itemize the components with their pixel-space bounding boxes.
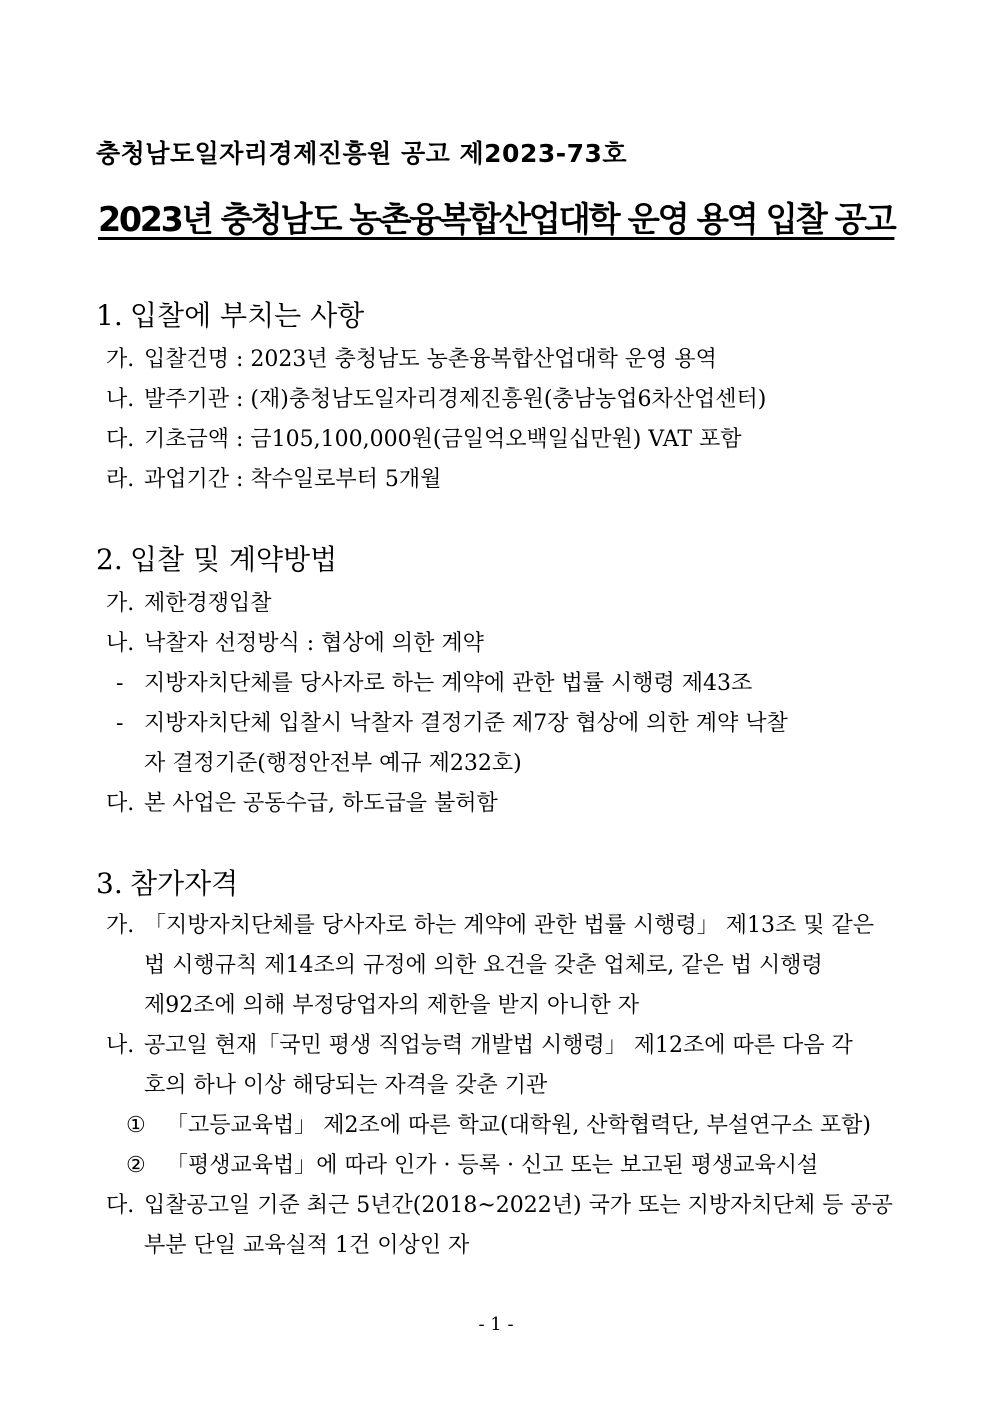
list-item-continuation: 자 결정기준(행정안전부 예규 제232호) xyxy=(144,751,522,776)
list-item-line: 법 시행규칙 제14조의 규정에 의한 요건을 갖춘 업체로, 같은 법 시행령 xyxy=(144,953,823,978)
page-number: - 1 - xyxy=(478,1314,514,1335)
list-item-line: 제92조에 의해 부정당업자의 제한을 받지 아니한 자 xyxy=(144,993,639,1018)
section-title: 참가자격 xyxy=(130,867,239,900)
section-3-heading xyxy=(96,862,238,902)
section-1-heading xyxy=(96,294,364,334)
list-item: 나. 낙찰자 선정방식 : 협상에 의한 계약 xyxy=(106,631,484,656)
list-item: 가. 입찰건명 : 2023년 충청남도 농촌융복합산업대학 운영 용역 xyxy=(106,347,717,372)
list-item-line: 입찰공고일 기준 최근 5년간(2018~2022년) 국가 또는 지방자치단체 등 공공 xyxy=(144,1193,893,1218)
list-item: 가. 제한경쟁입찰 xyxy=(106,591,272,616)
list-item: 라. 과업기간 : 착수일로부터 5개월 xyxy=(106,467,442,492)
list-item: ① 「고등교육법」 제2조에 따른 학교(대학원, 산학협력단, 부설연구소 포함) xyxy=(126,1113,871,1138)
list-item-marker: 다. xyxy=(106,1193,135,1218)
section-title: 입찰에 부치는 사항 xyxy=(130,299,365,332)
list-item: - 지방자치단체 입찰시 낙찰자 결정기준 제7장 협상에 의한 계약 낙찰 xyxy=(116,711,788,736)
list-item: 다. 기초금액 : 금105,100,000원(금일억오백일십만원) VAT 포함 xyxy=(106,427,742,452)
section-2-heading xyxy=(96,538,337,578)
section-number: 2. xyxy=(96,543,123,576)
list-item: 나. 발주기관 : (재)충청남도일자리경제진흥원(충남농업6차산업센터) xyxy=(106,387,767,412)
list-item-line: 공고일 현재「국민 평생 직업능력 개발법 시행령」 제12조에 따른 다음 각 xyxy=(144,1033,853,1058)
section-number: 3. xyxy=(96,867,123,900)
list-item: - 지방자치단체를 당사자로 하는 계약에 관한 법률 시행령 제43조 xyxy=(116,671,753,696)
document-title: 2023년 충청남도 농촌융복합산업대학 운영 용역 입찰 공고 xyxy=(98,200,895,240)
list-item-line: 「지방자치단체를 당사자로 하는 계약에 관한 법률 시행령」 제13조 및 같은 xyxy=(144,913,874,938)
list-item-line: 부분 단일 교육실적 1건 이상인 자 xyxy=(144,1233,470,1258)
section-number: 1. xyxy=(96,299,123,332)
list-item-line: 호의 하나 이상 해당되는 자격을 갖춘 기관 xyxy=(144,1073,548,1098)
list-item-marker: 나. xyxy=(106,1033,135,1058)
section-title: 입찰 및 계약방법 xyxy=(130,543,338,576)
notice-number: 충청남도일자리경제진흥원 공고 제2023-73호 xyxy=(96,139,628,168)
list-item: 다. 본 사업은 공동수급, 하도급을 불허함 xyxy=(106,791,498,816)
list-item: ② 「평생교육법」에 따라 인가 · 등록 · 신고 또는 보고된 평생교육시설 xyxy=(126,1153,819,1178)
list-item-marker: 가. xyxy=(106,913,135,938)
